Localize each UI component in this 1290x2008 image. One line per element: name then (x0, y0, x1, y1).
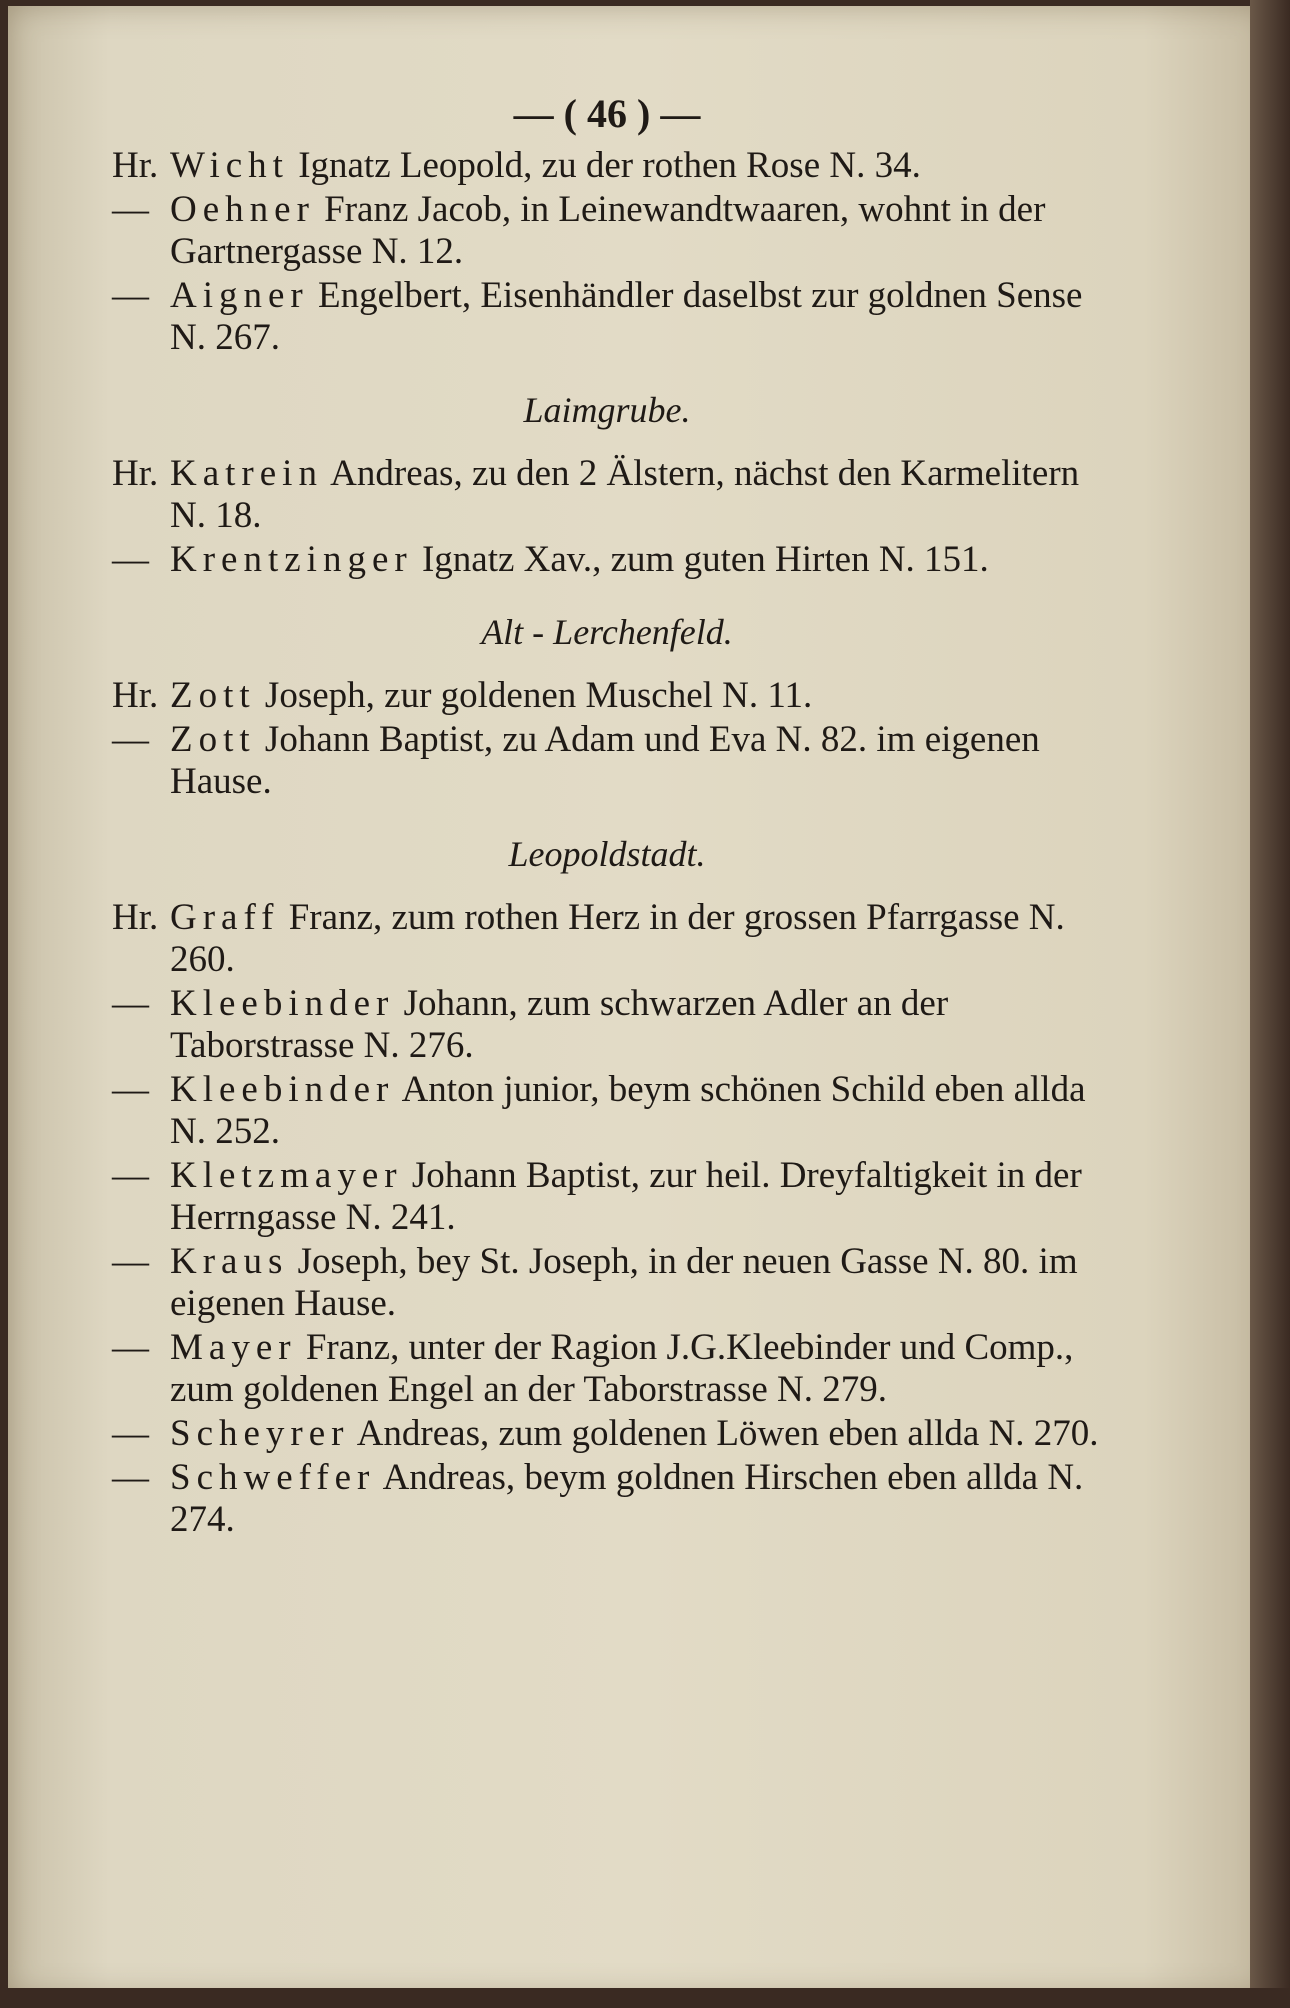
directory-entry (112, 539, 1102, 581)
entry-lead: Hr. (112, 897, 159, 938)
entry-lead: — (112, 1241, 149, 1282)
entry-surname: Kleebinder (170, 1069, 395, 1110)
directory-entry (112, 1069, 1102, 1153)
entry-details: Franz Jacob, in Leinewandtwaaren, wohnt in der Gartnergasse N. 12. (170, 189, 1046, 272)
entry-details: Joseph, zur goldenen Muschel N. 11. (255, 675, 813, 716)
entry-details: Johann, zum schwarzen Adler an der Taborstrasse N. 276. (170, 983, 949, 1066)
entry-lead: — (112, 719, 149, 760)
entry-lead: — (112, 275, 149, 316)
entry-surname: Mayer (170, 1327, 297, 1368)
page-number: — ( 46 ) — (513, 91, 701, 136)
section-heading: Leopoldstadt. (508, 834, 706, 874)
directory-entry (112, 275, 1102, 359)
directory-entry (112, 1155, 1102, 1239)
entry-lead: — (112, 1327, 149, 1368)
entry-lead: — (112, 1155, 149, 1196)
directory-entry (112, 983, 1102, 1067)
directory-entry (112, 1457, 1102, 1541)
entry-surname: Graff (170, 897, 280, 938)
book-bottom-edge (0, 1988, 1290, 2008)
page-content (112, 90, 1102, 1543)
entry-surname: Oehner (170, 189, 315, 230)
entry-surname: Zott (170, 719, 256, 760)
entry-details: Franz, unter der Ragion J.G.Kleebinder und Comp., zum goldenen Engel an der Taborstrasse N. 279. (170, 1327, 1074, 1410)
entry-details: Ignatz Xav., zum guten Hirten N. 151. (412, 539, 989, 580)
entry-surname: Kraus (170, 1241, 289, 1282)
directory-entry (112, 675, 1102, 717)
directory-entry (112, 145, 1102, 187)
entry-details: Ignatz Leopold, zu der rothen Rose N. 34. (288, 145, 921, 186)
entry-details: Franz, zum rothen Herz in der grossen Pfarrgasse N. 260. (170, 897, 1065, 980)
entry-details: Andreas, beym goldnen Hirschen eben allda N. 274. (170, 1457, 1084, 1540)
entry-surname: Zott (170, 675, 256, 716)
directory-sections (112, 145, 1102, 1541)
entry-lead: Hr. (112, 675, 159, 716)
entry-lead: Hr. (112, 453, 159, 494)
entry-lead: Hr. (112, 145, 159, 186)
entry-details: Joseph, bey St. Joseph, in der neuen Gasse N. 80. im eigenen Hause. (170, 1241, 1078, 1324)
entry-lead: — (112, 1069, 149, 1110)
entry-surname: Kleebinder (170, 983, 395, 1024)
section-heading: Laimgrube. (523, 390, 691, 430)
entry-lead: — (112, 1457, 149, 1498)
section-heading: Alt - Lerchenfeld. (481, 612, 733, 652)
entry-details: Johann Baptist, zur heil. Dreyfaltigkeit in der Herrngasse N. 241. (170, 1155, 1082, 1238)
entry-details: Andreas, zu den 2 Älstern, nächst den Karmelitern N. 18. (170, 453, 1080, 536)
directory-entry (112, 1413, 1102, 1455)
directory-entry (112, 453, 1102, 537)
entry-lead: — (112, 983, 149, 1024)
directory-entry (112, 1241, 1102, 1325)
directory-entry (112, 189, 1102, 273)
directory-entry (112, 1327, 1102, 1411)
entry-details: Johann Baptist, zu Adam und Eva N. 82. im eigenen Hause. (170, 719, 1040, 802)
entry-surname: Krentzinger (170, 539, 413, 580)
entry-surname: Katrein (170, 453, 323, 494)
book-spine-edge (1250, 0, 1290, 2008)
entry-surname: Aigner (170, 275, 309, 316)
entry-lead: — (112, 189, 149, 230)
entry-surname: Wicht (170, 145, 289, 186)
entry-surname: Scheyrer (170, 1413, 350, 1454)
entry-lead: — (112, 1413, 149, 1454)
entry-surname: Kletzmayer (170, 1155, 403, 1196)
entry-surname: Schweffer (170, 1457, 376, 1498)
entry-details: Anton junior, beym schönen Schild eben allda N. 252. (170, 1069, 1086, 1152)
entry-details: Engelbert, Eisenhändler daselbst zur goldnen Sense N. 267. (170, 275, 1083, 358)
entry-lead: — (112, 539, 149, 580)
entry-details: Andreas, zum goldenen Löwen eben allda N. 270. (349, 1413, 1099, 1454)
directory-entry (112, 897, 1102, 981)
directory-entry (112, 719, 1102, 803)
